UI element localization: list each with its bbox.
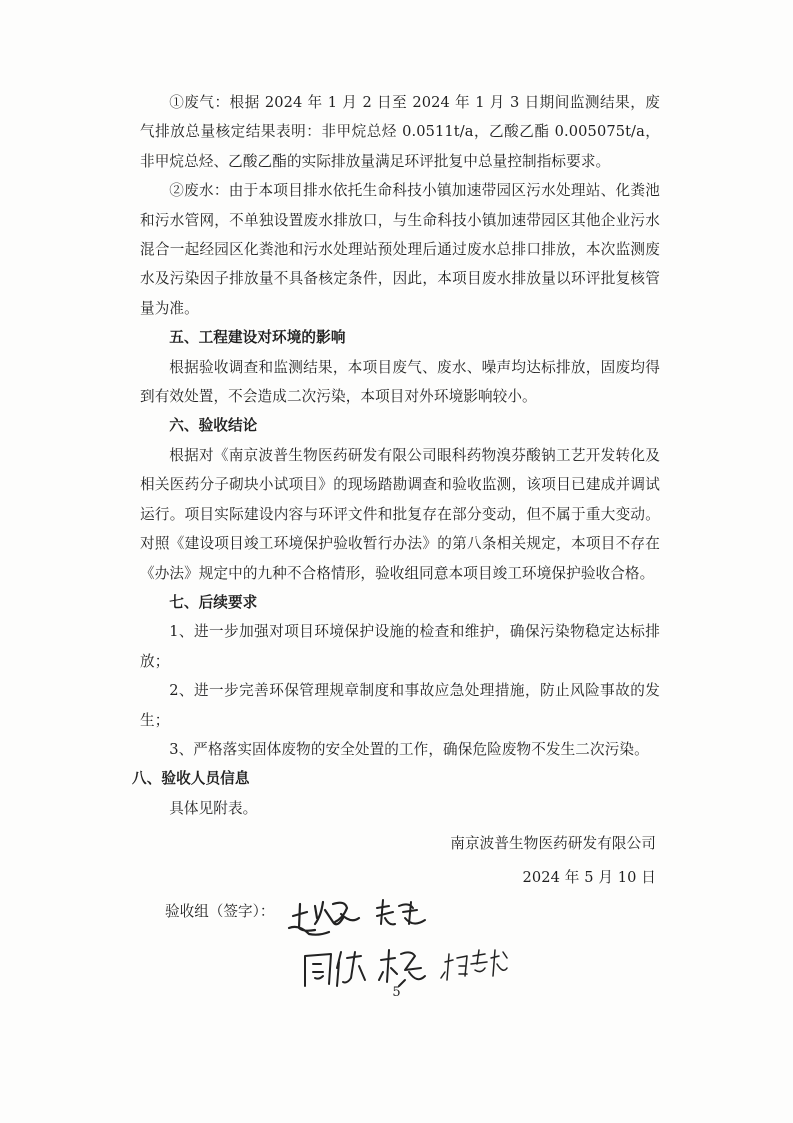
paragraph-see-appendix: 具体见附表。 (169, 799, 258, 817)
signature-2 (377, 900, 425, 924)
organization-name: 南京波普生物医药研发有限公司 (450, 835, 656, 853)
signature-1 (289, 902, 359, 935)
signature-5 (441, 950, 507, 980)
signature-4 (379, 950, 425, 986)
list-item-requirement-3: 3、严格落实固体废物的安全处置的工作，确保危险废物不发生二次污染。 (169, 740, 649, 758)
document-date: 2024 年 5 月 10 日 (522, 868, 656, 886)
list-item-requirement-1: 1、进一步加强对项目环境保护设施的检查和维护，确保污染物稳定达标排放； (140, 623, 660, 670)
heading-section-7: 七、后续要求 (169, 593, 258, 611)
heading-section-5: 五、工程建设对环境的影响 (169, 329, 346, 347)
document-body (132, 88, 660, 892)
paragraph-impact: 根据验收调查和监测结果，本项目废气、废水、噪声均达标排放，固废均得到有效处置，不会造成二次污染，本项目对外环境影响较小。 (140, 358, 660, 406)
heading-section-8: 八、验收人员信息 (132, 770, 250, 788)
heading-section-6: 六、验收结论 (169, 417, 258, 435)
page-number: 5 (392, 985, 401, 1000)
paragraph-waste-gas: ①废气：根据 2024 年 1 月 2 日至 2024 年 1 月 3 日期间监测结果，废气排放总量核定结果表明：非甲烷总烃 0.0511t/a，乙酸乙酯 0.005075t/a，非甲烷总烃、乙酸乙酯的实际排放量满足环评批复中总量控制指标要求。 (140, 94, 660, 170)
paragraph-waste-water: ②废水：由于本项目排水依托生命科技小镇加速带园区污水处理站、化粪池和污水管网，不单独设置废水排放口，与生命科技小镇加速带园区其他企业污水混合一起经园区化粪池和污水处理站预处理后通过废水总排口排放，本次监测废水及污染因子排放量不具备核定条件，因此，本项目废水排放量以环评批复核管量为准。 (140, 182, 660, 317)
paragraph-conclusion: 根据对《南京波普生物医药研发有限公司眼科药物溴芬酸钠工艺开发转化及相关医药分子砌块小试项目》的现场踏勘调查和验收监测，该项目已建成并调试运行。项目实际建设内容与环评文件和批复存在部分变动，但不属于重大变动。对照《建设项目竣工环境保护验收暂行办法》的第八条相关规定，本项目不存在《办法》规定中的九种不合格情形，验收组同意本项目竣工环境保护验收合格。 (140, 446, 660, 582)
signature-3 (305, 952, 365, 986)
handwritten-signatures (285, 888, 525, 998)
list-item-requirement-2: 2、进一步完善环保管理规章制度和事故应急处理措施，防止风险事故的发生； (140, 682, 660, 729)
signature-label: 验收组（签字）： (165, 903, 275, 920)
